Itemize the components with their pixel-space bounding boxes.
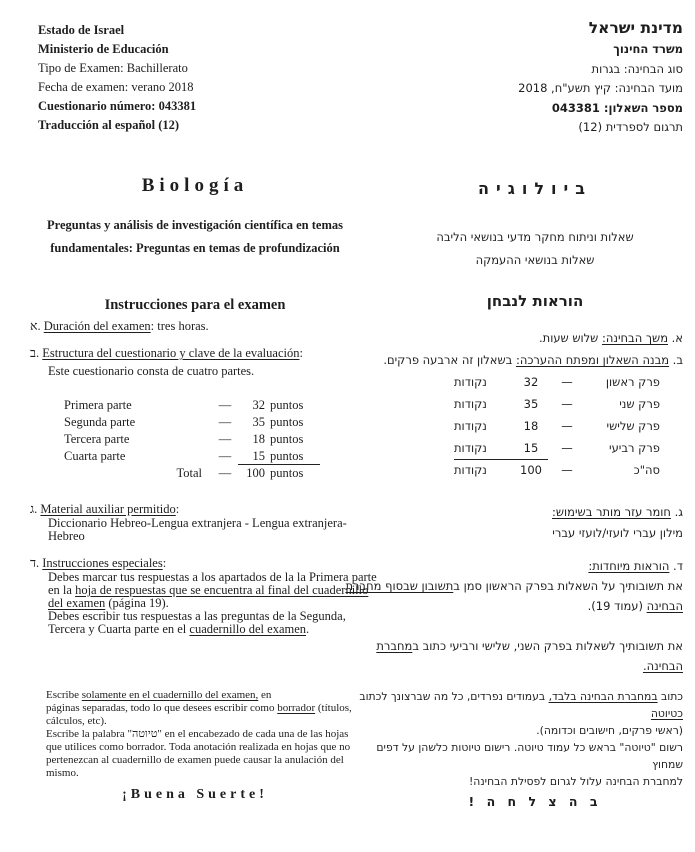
table-row xyxy=(454,372,660,394)
questionnaire-number-line-es: Cuestionario número: 043381 xyxy=(38,99,197,113)
item-c-heading-es: ג. Material auxiliar permitido: xyxy=(30,502,180,516)
points-unit: נקודות xyxy=(454,397,487,411)
draft-note-line-es: Escribe la palabra "טיוטה" en el encabezado de cada una de las hojas xyxy=(46,728,349,740)
points-unit: puntos xyxy=(270,398,304,412)
draft-note-he xyxy=(353,688,683,790)
dash: — xyxy=(561,463,573,477)
state-line-he: מדינת ישראל xyxy=(588,19,683,37)
item-c-materials-he xyxy=(552,502,683,544)
item-d-line-es: del examen (página 19). xyxy=(48,595,169,610)
table-row-total xyxy=(64,465,320,482)
total-points: 100 xyxy=(246,466,265,480)
points-unit: נקודות xyxy=(454,438,514,460)
item-d-line-es: Tercera y Cuarta parte en el cuadernillo del examen. xyxy=(48,621,310,636)
dash: — xyxy=(218,449,232,463)
exam-date-line-he: מועד הבחינה: קיץ תשע"ח, 2018 xyxy=(518,81,683,95)
item-c-materials-es xyxy=(30,503,347,544)
subject-title-es: Biología xyxy=(141,175,249,196)
item-d-heading-he: ד. הוראות מיוחדות: xyxy=(588,559,683,573)
instructions-title-he: הוראות לנבחן xyxy=(486,292,584,310)
item-b-body-es: Este cuestionario consta de cuatro partes. xyxy=(48,363,255,378)
points-table-es xyxy=(64,397,320,482)
part-name: Cuarta parte xyxy=(64,449,126,463)
draft-note-line-he: למחברת הבחינה עלול לגרום לפסילת הבחינה! xyxy=(468,775,683,788)
table-row xyxy=(64,431,320,448)
dash: — xyxy=(218,466,232,480)
subtitle-line-1-he: שאלות וניתוח מחקר מדעי בנושאי הליבה xyxy=(436,230,634,244)
part-name: פרק שלישי xyxy=(606,419,660,433)
ministry-line-he: משרד החינוך xyxy=(613,42,683,56)
points-unit: puntos xyxy=(270,448,320,465)
item-a-duration-es: א. Duración del examen: tres horas. xyxy=(30,319,209,333)
subtitle-line-1-es: Preguntas y análisis de investigación científica en temas xyxy=(47,218,343,232)
translation-line-he: תרגום לספרדית (12) xyxy=(578,120,683,134)
points-unit: נקודות xyxy=(454,419,487,433)
table-row xyxy=(64,448,320,465)
item-d-line-he: הבחינה (עמוד 19). xyxy=(587,599,683,613)
draft-note-line-es: pertenezcan al cuadernillo de examen puede causar la anulación del xyxy=(46,754,344,766)
draft-note-es xyxy=(46,689,358,780)
draft-note-line-es: cálculos, etc). xyxy=(46,715,107,727)
subject-subtitle-he xyxy=(385,226,685,272)
dash: — xyxy=(218,415,232,429)
item-c-line-1-es: Diccionario Hebreo-Lengua extranjera - Lengua extranjera- xyxy=(48,515,347,530)
draft-note-line-es: Escribe solamente en el cuadernillo del examen, en xyxy=(46,689,272,701)
draft-note-line-es: páginas separadas, todo lo que desees escribir como borrador (títulos, xyxy=(46,702,352,714)
part-points: 32 xyxy=(523,375,539,389)
draft-note-line-he: רשום "טיוטה" בראש כל עמוד טיוטה. רישום טיוטות כלשהן על דפים שמחוץ xyxy=(376,741,683,771)
item-b-structure-es xyxy=(30,347,303,378)
draft-note-line-he: (ראשי פרקים, חישובים וכדומה). xyxy=(536,724,683,737)
good-luck-he: ב ה צ ל ח ה ! xyxy=(468,794,602,809)
item-c-heading-he: ג. חומר עזר מותר בשימוש: xyxy=(552,505,683,519)
draft-note-line-es: que utilices como borrador. Toda anotación realizada en hojas que no xyxy=(46,741,351,753)
part-points: 32 xyxy=(252,398,265,412)
spacer xyxy=(345,616,683,636)
item-b-structure-he: ב. מבנה השאלון ומפתח ההערכה: בשאלון זה ארבעה פרקים. xyxy=(383,353,683,367)
subtitle-line-2-es: fundamentales: Preguntas en temas de profundización xyxy=(50,241,340,255)
subject-subtitle-es xyxy=(22,214,368,260)
dash: — xyxy=(561,397,573,411)
points-unit: נקודות xyxy=(454,463,487,477)
dash: — xyxy=(561,441,573,455)
table-row xyxy=(64,397,320,414)
part-name: Primera parte xyxy=(64,398,132,412)
table-row xyxy=(64,414,320,431)
item-d-line-he: את תשובותיך לשאלות בפרק השני, שלישי ורביעי כתוב במחברת xyxy=(376,639,683,653)
questionnaire-number-line-he: מספר השאלון: 043381 xyxy=(551,100,683,115)
dash: — xyxy=(561,419,573,433)
part-points: 18 xyxy=(523,419,539,433)
part-name: פרק רביעי xyxy=(609,441,660,455)
spanish-header-block xyxy=(38,21,196,135)
table-row xyxy=(454,394,660,416)
part-points: 35 xyxy=(252,415,265,429)
total-label: סה"כ xyxy=(633,463,660,477)
dash: — xyxy=(218,432,232,446)
item-d-line-es: Debes escribir tus respuestas a las preguntas de la Segunda, xyxy=(48,608,346,623)
item-d-special-he xyxy=(345,556,683,676)
points-unit: puntos xyxy=(270,415,304,429)
item-c-line-1-he: מילון עברי לועזי/לועזי עברי xyxy=(552,526,683,540)
state-line-es: Estado de Israel xyxy=(38,23,125,37)
item-d-line-es: Debes marcar tus respuestas a los apartados de la la Primera parte xyxy=(48,569,377,584)
draft-note-line-es: mismo. xyxy=(46,767,79,779)
subtitle-line-2-he: שאלות בנושאי ההעמקה xyxy=(475,253,595,267)
part-points: 35 xyxy=(523,397,539,411)
draft-note-line-he: כתוב במחברת הבחינה בלבד, בעמודים נפרדים, כל מה שברצונך לכתוב כטיוטה xyxy=(359,690,683,720)
points-table-he xyxy=(454,372,660,482)
subject-title-he: ביולוגיה xyxy=(478,179,592,198)
part-points: 15 xyxy=(514,438,548,460)
ministry-line-es: Ministerio de Educación xyxy=(38,42,169,56)
item-d-special-es xyxy=(30,557,377,636)
item-d-line-he: את תשובותיך על השאלות בפרק הראשון סמן בתשובון שבסוף מחברת xyxy=(345,579,683,593)
exam-date-line-es: Fecha de examen: verano 2018 xyxy=(38,80,194,94)
item-a-duration-he: א. משך הבחינה: שלוש שעות. xyxy=(538,331,683,345)
table-row-total xyxy=(454,460,660,482)
points-unit: puntos xyxy=(270,466,304,480)
part-points: 15 xyxy=(238,448,270,465)
item-c-line-2-es: Hebreo xyxy=(48,529,85,543)
table-row xyxy=(454,438,660,460)
dash: — xyxy=(561,375,573,389)
part-name: פרק שני xyxy=(619,397,660,411)
item-d-heading-es: ד. Instrucciones especiales: xyxy=(30,556,167,570)
item-b-heading-es: ב. Estructura del cuestionario y clave de la evaluación: xyxy=(30,346,303,360)
points-unit: puntos xyxy=(270,432,304,446)
total-label: Total xyxy=(176,466,202,480)
item-d-line-es: en la hoja de respuestas que se encuentra al final del cuadernillo xyxy=(48,582,369,597)
hebrew-header-block xyxy=(518,16,683,138)
table-row xyxy=(454,416,660,438)
item-d-line-he: הבחינה. xyxy=(642,659,683,673)
part-name: Tercera parte xyxy=(64,432,130,446)
instructions-title-es: Instrucciones para el examen xyxy=(104,297,286,313)
part-name: פרק ראשון xyxy=(605,375,660,389)
points-unit: נקודות xyxy=(454,375,487,389)
exam-type-line-es: Tipo de Examen: Bachillerato xyxy=(38,61,188,75)
part-points: 18 xyxy=(252,432,265,446)
dash: — xyxy=(218,398,232,412)
part-name: Segunda parte xyxy=(64,415,136,429)
translation-line-es: Traducción al español (12) xyxy=(38,118,180,132)
exam-type-line-he: סוג הבחינה: בגרות xyxy=(591,61,683,76)
total-points: 100 xyxy=(520,463,542,477)
good-luck-es: ¡Buena Suerte! xyxy=(122,787,268,802)
